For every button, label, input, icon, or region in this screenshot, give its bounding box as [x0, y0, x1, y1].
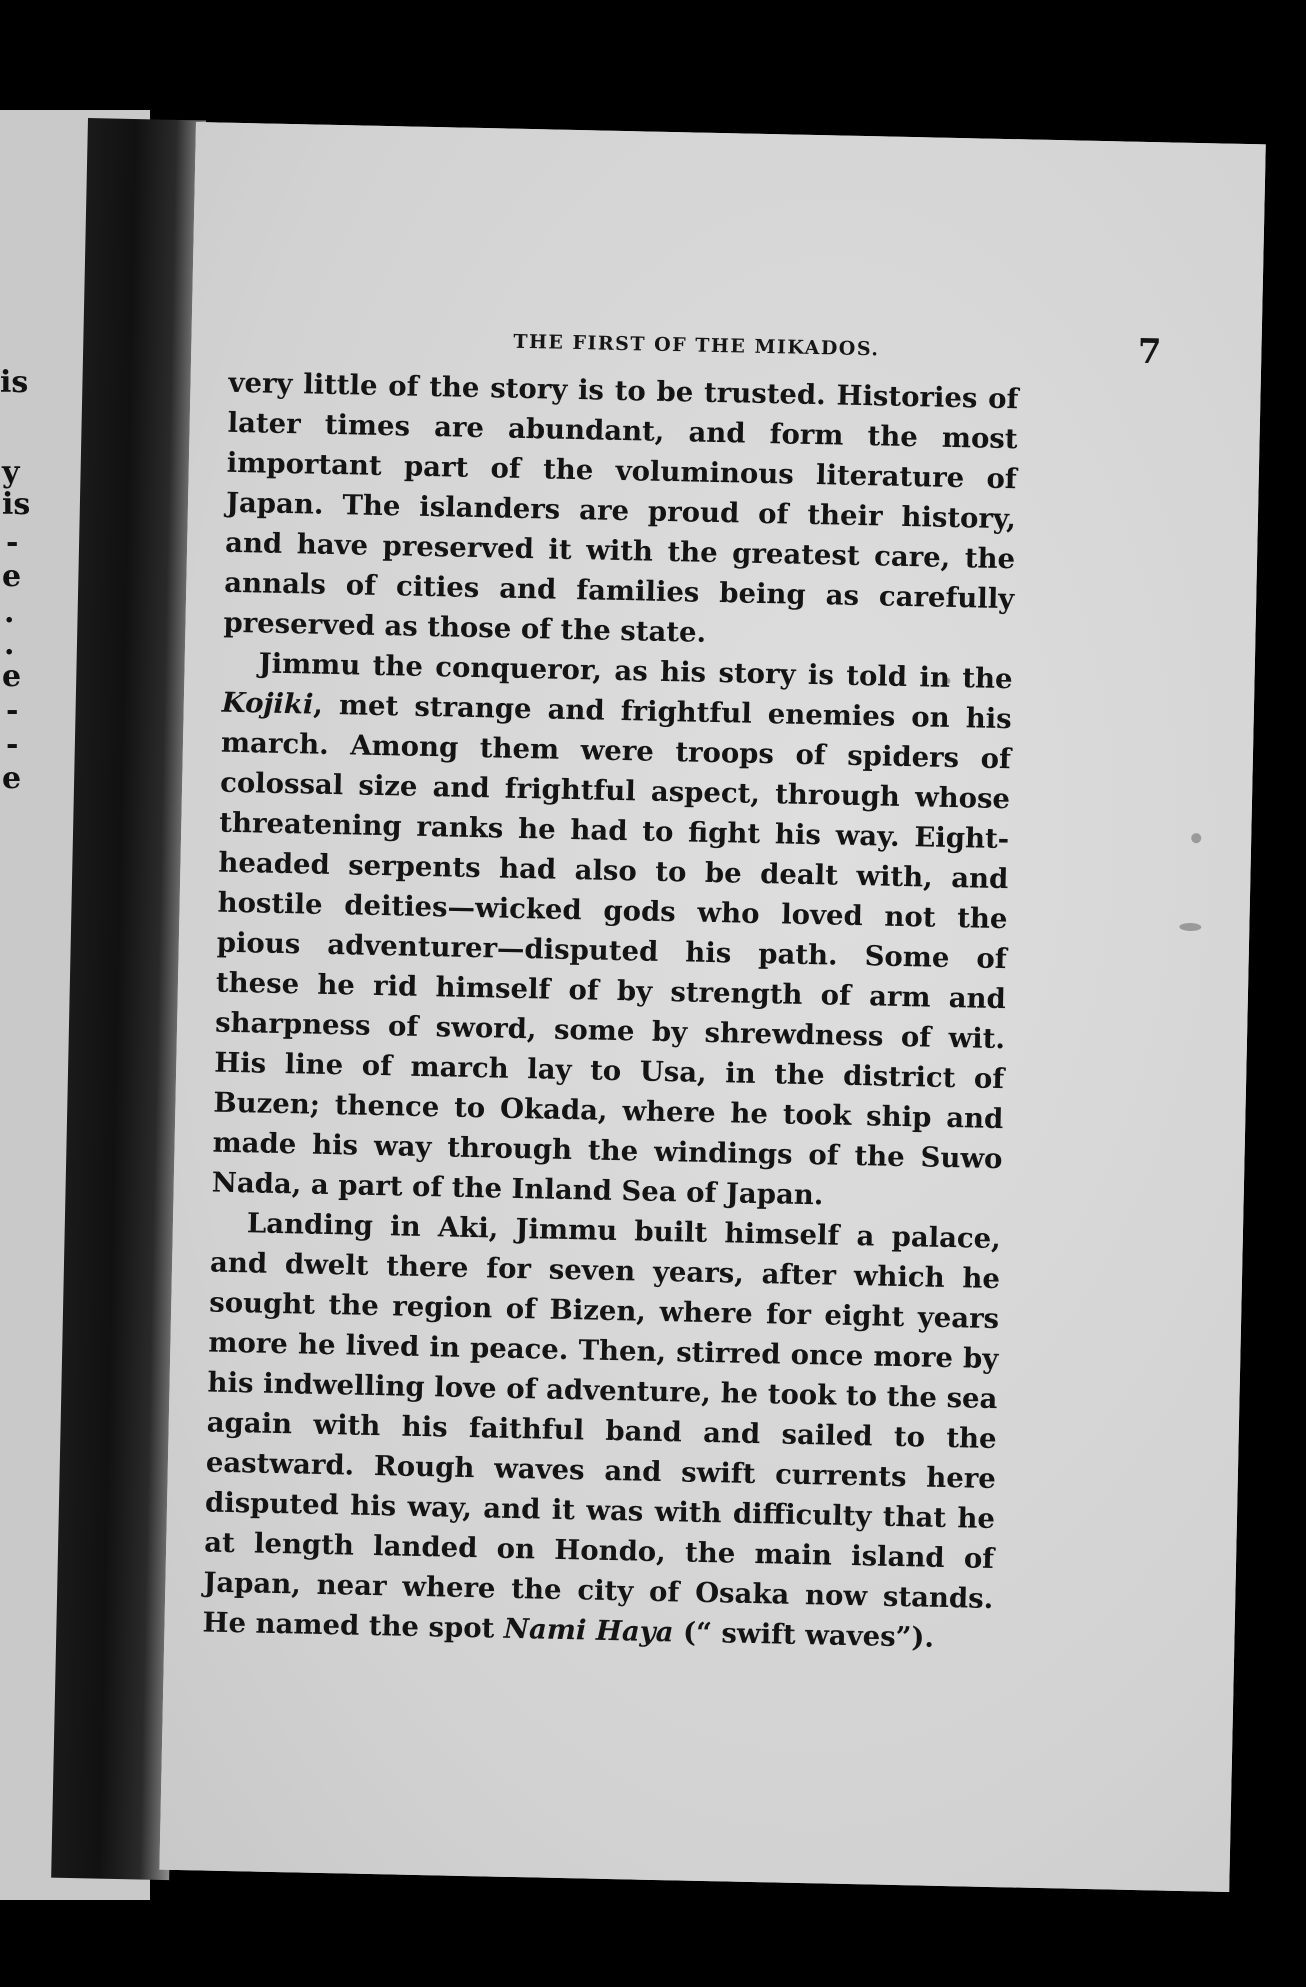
body-text [202, 363, 1019, 1659]
paper-speck [1179, 923, 1201, 931]
paragraph-text: , met strange and frightful enemies on his march. Among them were troops of spiders of colossal size and frightful aspect, through whose threatening ranks he had to fight his way. Eight-headed serpents had also to be dealt with, and hostile deities—wicked gods who loved not the pious adventurer—disputed his path. Some of these he rid himself of by strength of arm and sharpness of sword, some by shrewdness of wit. His line of march lay to Usa, in the district of Buzen; thence to Okada, where he took ship and made his way through the windings of the Suwo Nada, a part of the Inland Sea of Japan. [211, 688, 1013, 1212]
paragraph [202, 1203, 1001, 1659]
left-page-fragment: is [0, 365, 29, 400]
italic-term: Nami Haya [503, 1612, 674, 1649]
paragraph: very little of the story is to be trusted. Histories of later times are abundant, and form the most important part of the voluminous literature of Japan. The islanders are proud of their history, and have preserved it with the greatest care, the annals of cities and families being as carefully preserved as those of the state. [223, 366, 1019, 649]
left-page-fragment: e [2, 659, 22, 694]
paragraph-text: (“ swift waves”). [673, 1616, 935, 1654]
left-page-fragment: y [2, 455, 20, 490]
paragraph-text: Landing in Aki, Jimmu built himself a palace, and dwelt there for seven years, after which he sought the region of Bizen, where for eight years more he lived in peace. Then, stirred once more by his indwelling love of adventure, he took to the sea again with his faithful band and sailed to the eastward. Rough waves and swift currents here disputed his way, and it was with difficulty that he at length landed on Hondo, the main island of Japan, near where the city of Osaka now stands. He named the spot [202, 1207, 1002, 1645]
running-head: THE FIRST OF THE MIKADOS. [513, 330, 880, 361]
paragraph [211, 643, 1013, 1219]
book-page [159, 122, 1265, 1892]
page-header [342, 315, 1162, 373]
paper-speck [1191, 833, 1201, 843]
left-page-fragment: is [2, 487, 31, 522]
paragraph-text: Jimmu the conqueror, as his story is told in the [258, 647, 1013, 696]
left-page-fragment: . [4, 627, 15, 662]
left-page-fragment: e [2, 761, 22, 796]
left-page-fragment: . [4, 595, 15, 630]
left-page-fragment: - [6, 693, 19, 728]
left-page-fragment: - [6, 727, 19, 762]
left-page-fragment: e [2, 559, 22, 594]
page-number: 7 [1137, 331, 1162, 373]
left-page-fragment: - [6, 525, 19, 560]
italic-title: Kojiki [221, 686, 314, 721]
